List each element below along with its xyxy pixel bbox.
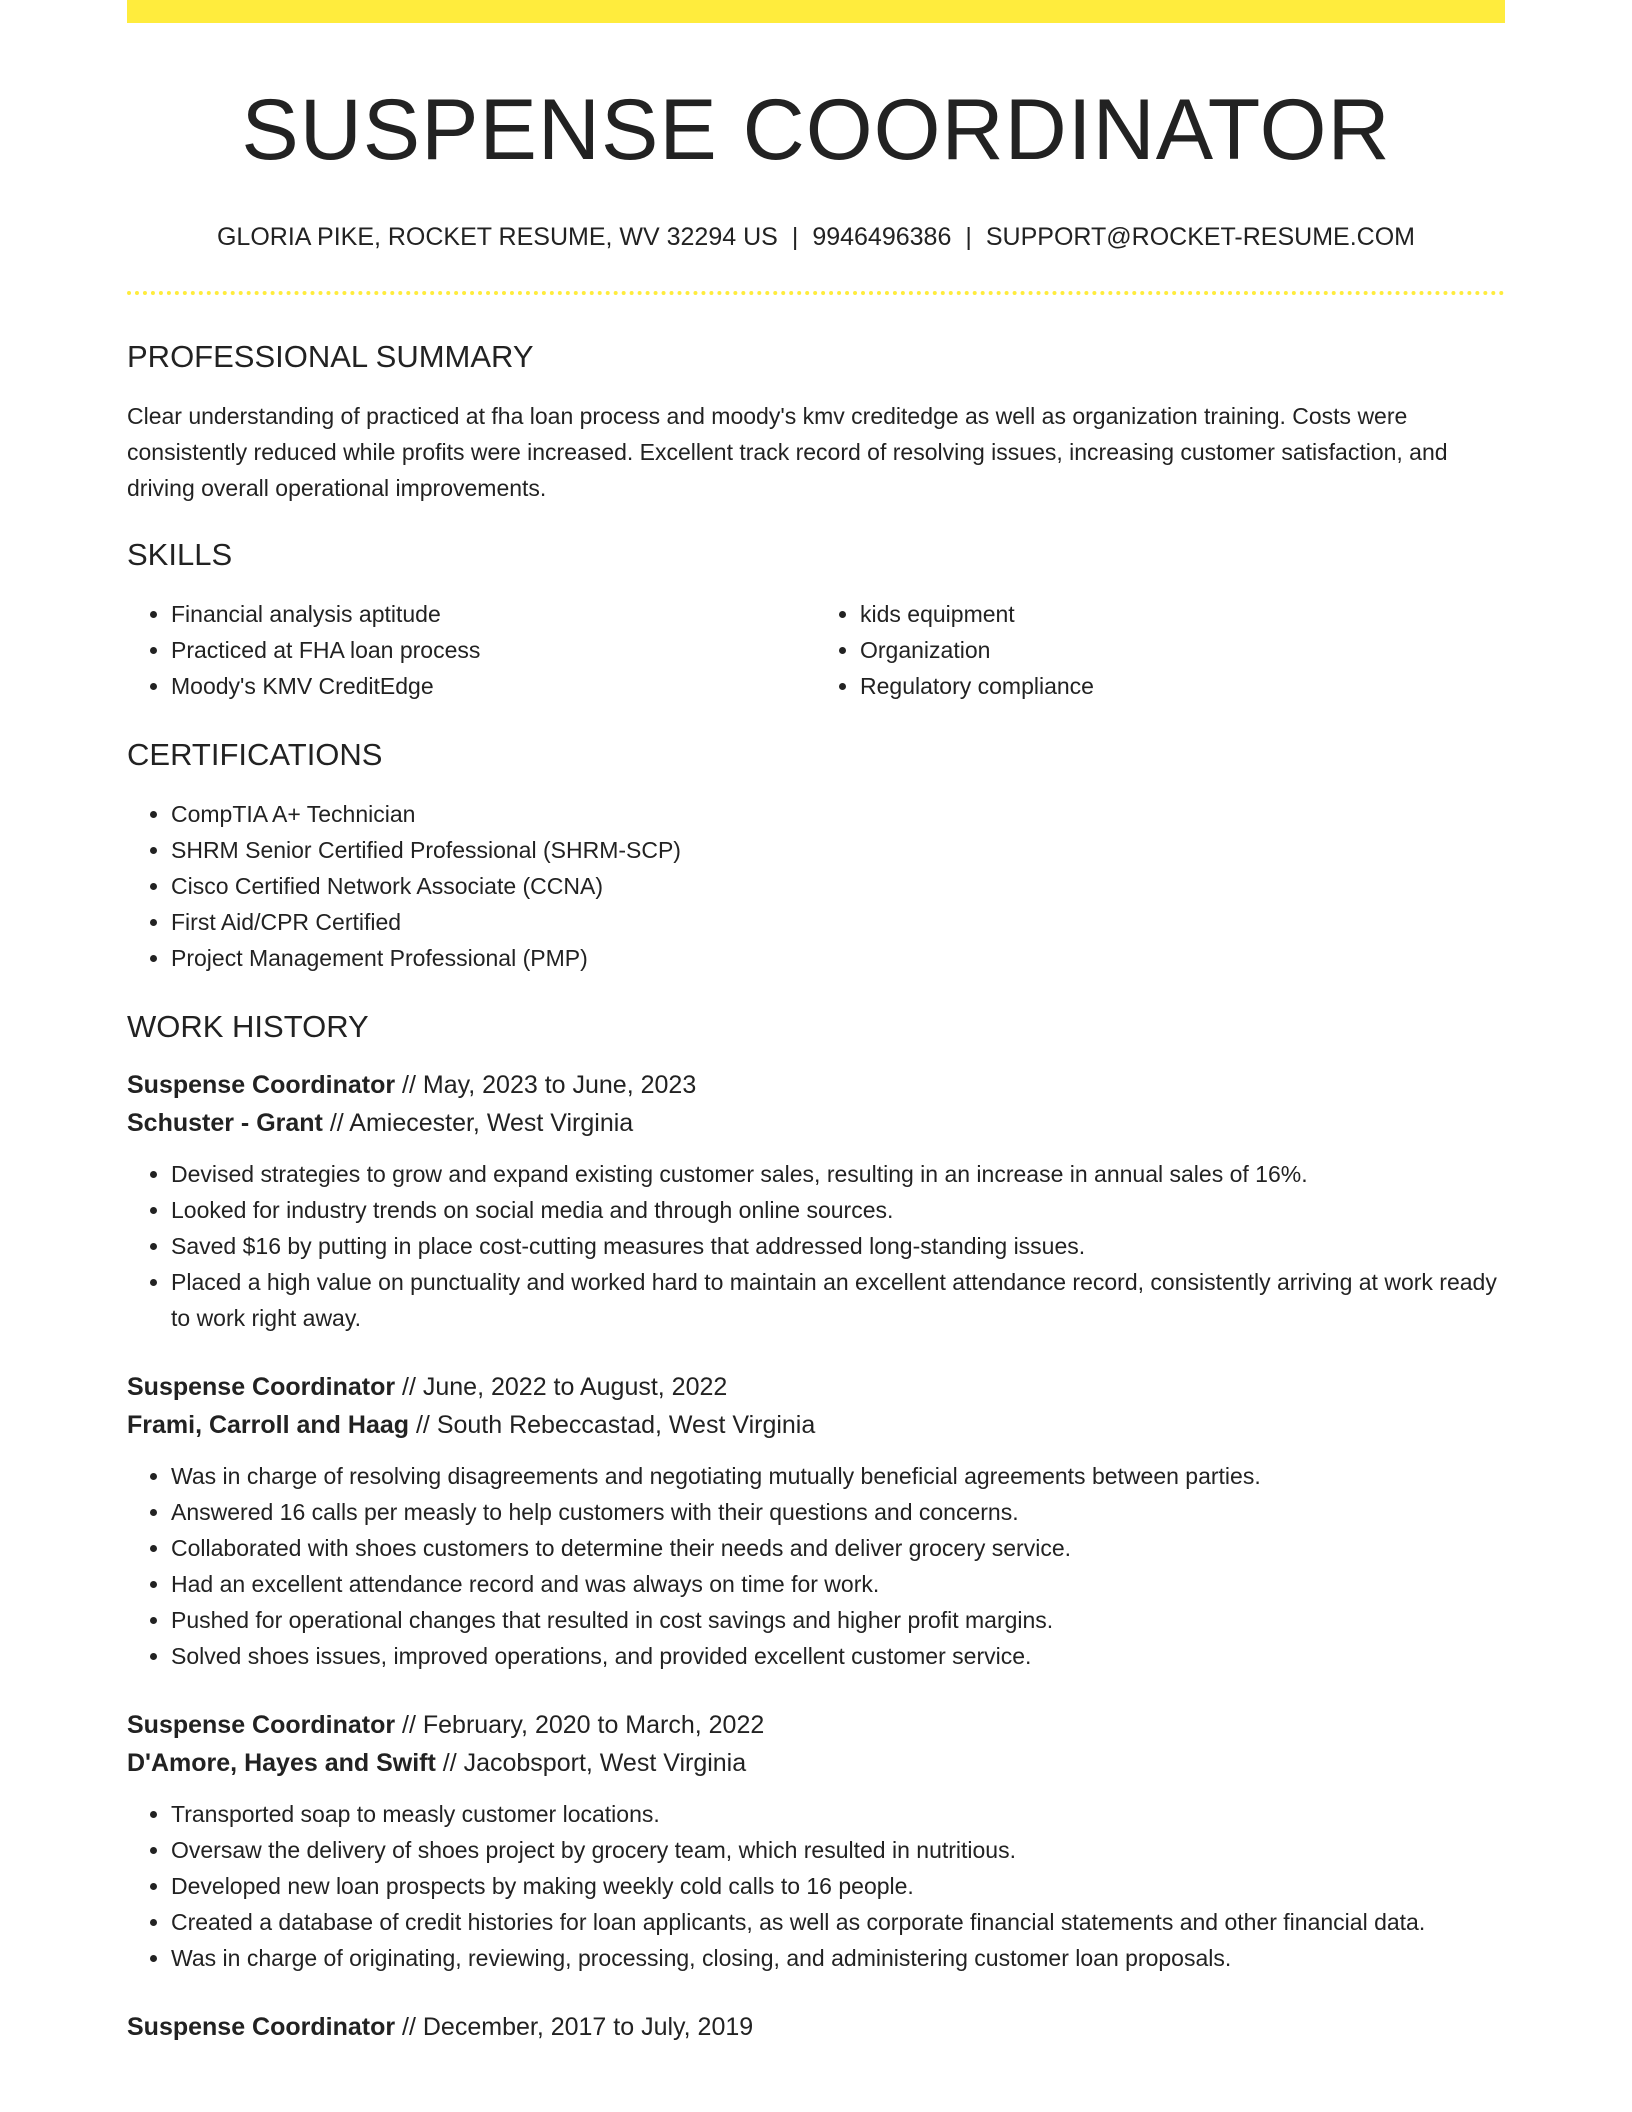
contact-line: [127, 222, 1505, 252]
list-item: • CompTIA A+ Technician: [171, 796, 1505, 832]
job-role: Suspense Coordinator: [127, 1711, 396, 1739]
list-item: • Transported soap to measly customer locations.: [171, 1796, 1505, 1832]
contact-email: SUPPORT@ROCKET-RESUME.COM: [985, 223, 1415, 251]
job-dates: // May, 2023 to June, 2023: [395, 1071, 697, 1099]
certifications-section: [127, 736, 1505, 976]
list-item: • Oversaw the delivery of shoes project by grocery team, which resulted in nutritious.: [171, 1832, 1505, 1868]
job-role: Suspense Coordinator: [127, 2013, 396, 2041]
contact-phone: 9946496386: [812, 223, 952, 251]
summary-heading: PROFESSIONAL SUMMARY: [127, 339, 534, 374]
skills-list-right: [816, 596, 1505, 704]
skills-columns: [127, 596, 1505, 704]
page-title: SUSPENSE COORDINATOR: [241, 82, 1391, 178]
job-dates: // February, 2020 to March, 2022: [395, 1711, 765, 1739]
list-item: • Looked for industry trends on social media and through online sources.: [171, 1192, 1505, 1228]
certifications-heading: CERTIFICATIONS: [127, 737, 383, 772]
job-company-line: [127, 1406, 1505, 1444]
job-entry: [127, 1368, 1505, 1674]
job-entry: [127, 2008, 1505, 2046]
job-entry: [127, 1066, 1505, 1336]
skills-list-left: [127, 596, 816, 704]
job-dates: // June, 2022 to August, 2022: [395, 1373, 728, 1401]
list-item: • Cisco Certified Network Associate (CCNA): [171, 868, 1505, 904]
work-history-heading: WORK HISTORY: [127, 1009, 369, 1044]
job-location: // Jacobsport, West Virginia: [435, 1749, 747, 1777]
list-item: • Organization: [860, 632, 1505, 668]
dotted-divider: [127, 291, 1505, 295]
job-role-line: [127, 1706, 1505, 1744]
job-role: Suspense Coordinator: [127, 1373, 396, 1401]
summary-text: Clear understanding of practiced at fha loan process and moody's kmv creditedge as well as organization training. Costs were consistently reduced while profits were increased. Excellent track record of resolving issues, increasing customer satisfaction, and driving overall operational improvements.: [127, 403, 1448, 501]
job-role-line: [127, 2008, 1505, 2046]
list-item: • Regulatory compliance: [860, 668, 1505, 704]
skills-section: [127, 536, 1505, 704]
list-item: • Developed new loan prospects by making weekly cold calls to 16 people.: [171, 1868, 1505, 1904]
list-item: • First Aid/CPR Certified: [171, 904, 1505, 940]
job-company-line: [127, 1104, 1505, 1142]
list-item: • SHRM Senior Certified Professional (SHRM-SCP): [171, 832, 1505, 868]
list-item: • Had an excellent attendance record and was always on time for work.: [171, 1566, 1505, 1602]
job-bullets: [127, 1156, 1505, 1336]
contact-address: GLORIA PIKE, ROCKET RESUME, WV 32294 US: [216, 223, 778, 251]
list-item: • Saved $16 by putting in place cost-cutting measures that addressed long-standing issues.: [171, 1228, 1505, 1264]
skills-heading: SKILLS: [127, 537, 233, 572]
job-bullets: [127, 1796, 1505, 1976]
list-item: • Financial analysis aptitude: [171, 596, 816, 632]
list-item: • Was in charge of resolving disagreements and negotiating mutually beneficial agreements between parties.: [171, 1458, 1505, 1494]
certifications-list: [127, 796, 1505, 976]
job-role: Suspense Coordinator: [127, 1071, 396, 1099]
summary-section: [127, 338, 1505, 506]
job-company: D'Amore, Hayes and Swift: [127, 1749, 436, 1777]
list-item: • Pushed for operational changes that resulted in cost savings and higher profit margins.: [171, 1602, 1505, 1638]
contact-separator: |: [965, 223, 972, 251]
list-item: • Solved shoes issues, improved operations, and provided excellent customer service.: [171, 1638, 1505, 1674]
list-item: • Collaborated with shoes customers to determine their needs and deliver grocery service.: [171, 1530, 1505, 1566]
list-item: • Project Management Professional (PMP): [171, 940, 1505, 976]
job-company: Schuster - Grant: [127, 1109, 323, 1137]
list-item: • Was in charge of originating, reviewing, processing, closing, and administering customer loan proposals.: [171, 1940, 1505, 1976]
job-location: // Amiecester, West Virginia: [322, 1109, 634, 1137]
list-item: • Devised strategies to grow and expand existing customer sales, resulting in an increase in annual sales of 16%.: [171, 1156, 1505, 1192]
job-company-line: [127, 1744, 1505, 1782]
list-item: • Practiced at FHA loan process: [171, 632, 816, 668]
list-item: • Placed a high value on punctuality and worked hard to maintain an excellent attendance record, consistently arriving at work ready to work right away.: [171, 1264, 1505, 1336]
list-item: • Answered 16 calls per measly to help customers with their questions and concerns.: [171, 1494, 1505, 1530]
list-item: • Moody's KMV CreditEdge: [171, 668, 816, 704]
job-role-line: [127, 1368, 1505, 1406]
job-location: // South Rebeccastad, West Virginia: [409, 1411, 816, 1439]
job-list: [127, 1066, 1505, 2046]
list-item: • Created a database of credit histories for loan applicants, as well as corporate financial statements and other financial data.: [171, 1904, 1505, 1940]
resume-content: [127, 0, 1505, 2046]
job-bullets: [127, 1458, 1505, 1674]
job-company: Frami, Carroll and Haag: [127, 1411, 410, 1439]
list-item: • kids equipment: [860, 596, 1505, 632]
job-entry: [127, 1706, 1505, 1976]
job-role-line: [127, 1066, 1505, 1104]
work-history-section: [127, 1008, 1505, 2046]
contact-separator: |: [791, 223, 799, 251]
job-dates: // December, 2017 to July, 2019: [395, 2013, 754, 2041]
